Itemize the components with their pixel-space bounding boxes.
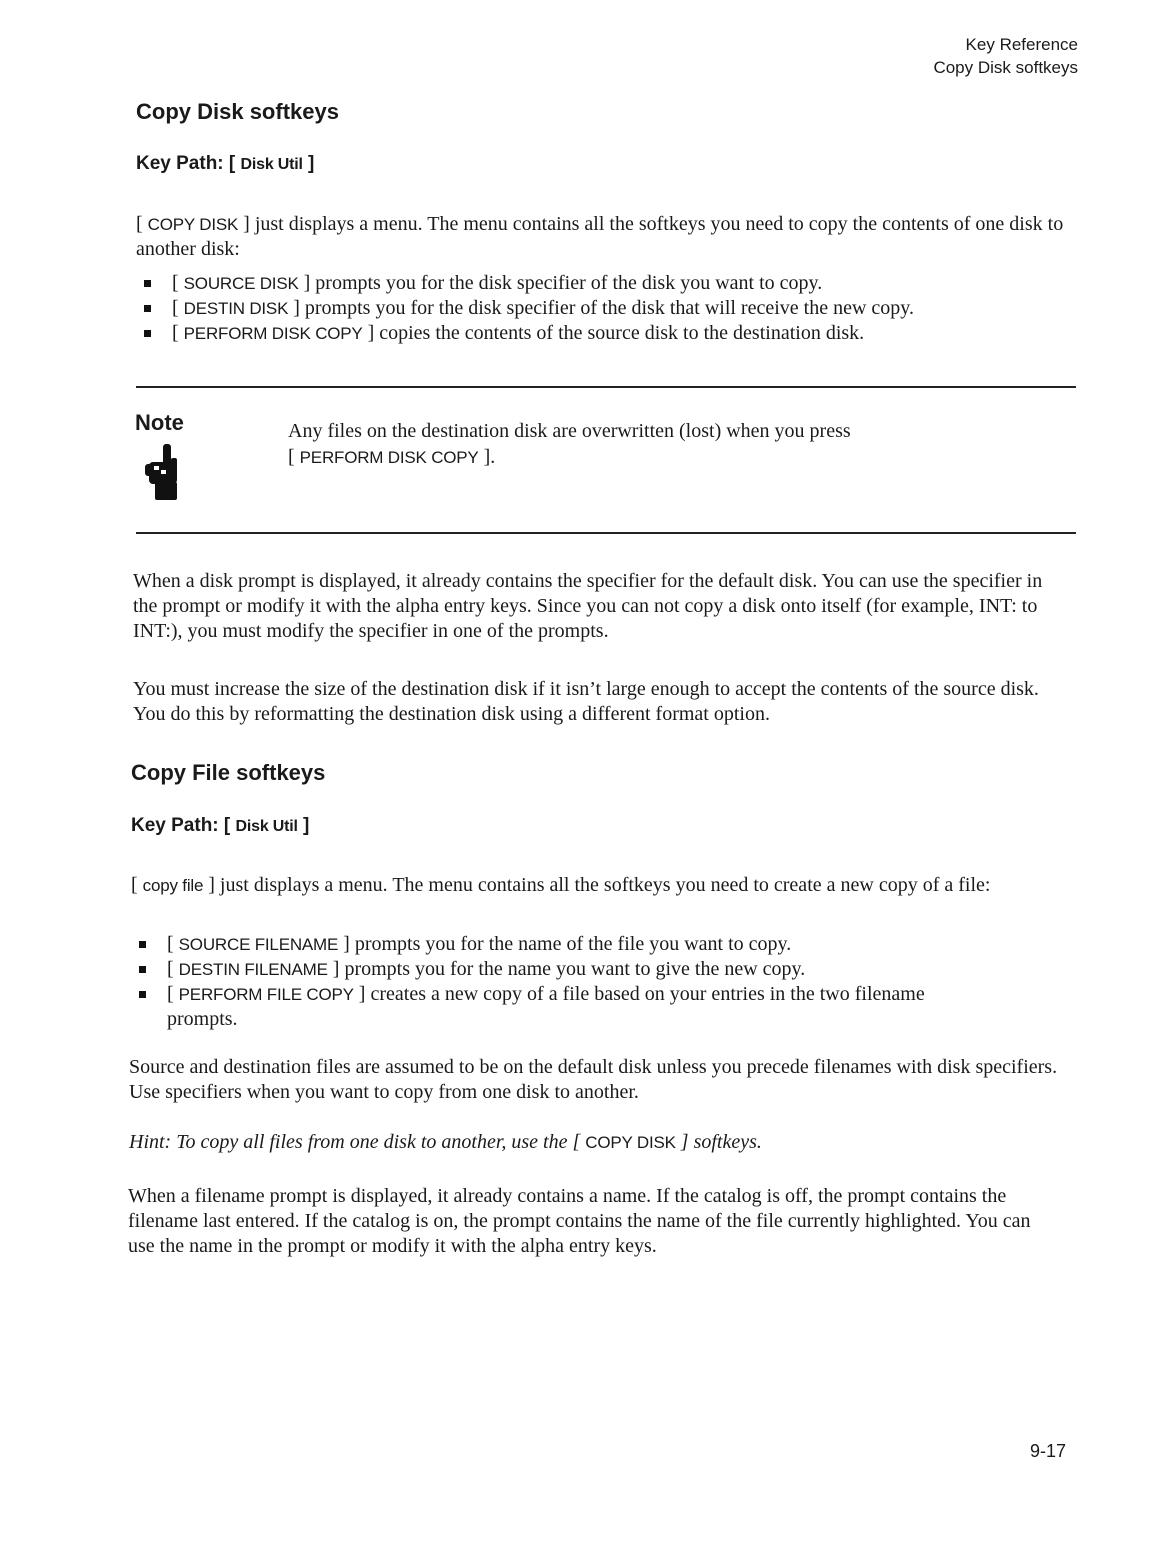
note-bottom-rule: [136, 532, 1076, 534]
list-item-text: prompts you for the name you want to give the new copy.: [344, 958, 806, 980]
softkey-perform-disk-copy: PERFORM DISK COPY: [183, 324, 363, 343]
note-label: Note: [135, 410, 184, 435]
softkey-perform-disk-copy-note: PERFORM DISK COPY: [299, 448, 479, 467]
softkey-source-disk: SOURCE DISK: [183, 274, 299, 293]
list-item: [ DESTIN DISK ] prompts you for the disk specifier of the disk that will receive the new copy.: [136, 296, 1076, 321]
list-item: [ PERFORM FILE COPY ] creates a new copy of a file based on your entries in the two filename prompts.: [131, 982, 951, 1032]
softkey-source-filename: SOURCE FILENAME: [178, 935, 339, 954]
pointing-hand-icon: [145, 444, 187, 505]
list-item-text: copies the contents of the source disk to the destination disk.: [379, 322, 865, 344]
page-number: 9-17: [1030, 1441, 1067, 1461]
softkey-disk-util: Disk Util: [240, 156, 303, 173]
list-item: [ DESTIN FILENAME ] prompts you for the name you want to give the new copy.: [131, 957, 951, 982]
softkey-perform-file-copy: PERFORM FILE COPY: [178, 985, 354, 1004]
bullet-icon: [144, 305, 151, 312]
note-text: Any files on the destination disk are overwritten (lost) when you press: [288, 420, 851, 442]
bullet-icon: [144, 330, 151, 337]
copy-disk-intro-text: just displays a menu. The menu contains all the softkeys you need to copy the contents of one disk to another disk:: [136, 213, 1064, 260]
list-item-text: prompts you for the disk specifier of the disk you want to copy.: [315, 272, 823, 294]
hint-end: softkeys.: [693, 1131, 762, 1153]
paragraph-increase-size: You must increase the size of the destination disk if it isn’t large enough to accept the contents of the source disk. You do this by reformatting the destination disk using a different format option.: [133, 678, 1039, 725]
header-line-2: Copy Disk softkeys: [933, 58, 1078, 77]
note-top-rule: [136, 386, 1076, 388]
hint-line: Hint: To copy all files from one disk to another, use the [ COPY DISK ] softkeys.: [129, 1131, 762, 1153]
copy-file-intro: [ copy file ] just displays a menu. The menu contains all the softkeys you need to create a new copy of a file:: [131, 874, 991, 896]
softkey-destin-disk: DESTIN DISK: [183, 299, 289, 318]
softkey-destin-filename: DESTIN FILENAME: [178, 960, 328, 979]
softkey-disk-util: Disk Util: [235, 818, 298, 835]
copy-file-intro-text: just displays a menu. The menu contains all the softkeys you need to create a new copy of a file:: [219, 874, 991, 896]
key-path-label: Key Path:: [131, 815, 219, 836]
bullet-icon: [139, 991, 146, 998]
list-item-text: prompts you for the disk specifier of the disk that will receive the new copy.: [304, 297, 914, 319]
list-item: [ SOURCE FILENAME ] prompts you for the name of the file you want to copy.: [131, 932, 951, 957]
list-item: [ SOURCE DISK ] prompts you for the disk specifier of the disk you want to copy.: [136, 271, 1076, 296]
bullet-icon: [144, 280, 151, 287]
bullet-icon: [139, 966, 146, 973]
key-path-label: Key Path:: [136, 153, 224, 174]
copy-disk-softkey-list: [136, 271, 1076, 346]
paragraph-source-destination: Source and destination files are assumed to be on the default disk unless you precede filenames with disk specifiers. Use specifiers when you want to copy from one disk to another.: [129, 1056, 1058, 1103]
list-item-text: creates a new copy of a file based on your entries in the two filename prompts.: [167, 983, 925, 1030]
key-path-copy-disk: Key Path: [ Disk Util ]: [136, 153, 315, 174]
key-path-copy-file: Key Path: [ Disk Util ]: [131, 815, 310, 836]
softkey-copy-file: copy file: [142, 876, 204, 895]
copy-disk-intro: [ COPY DISK ] just displays a menu. The menu contains all the softkeys you need to copy the contents of one disk to another disk:: [136, 213, 1064, 260]
note-body: Any files on the destination disk are overwritten (lost) when you press [ PERFORM DISK COPY ].: [288, 418, 1068, 471]
running-header: [933, 33, 1078, 79]
note-end: .: [490, 446, 496, 468]
list-item-text: prompts you for the name of the file you want to copy.: [354, 933, 792, 955]
section-title-copy-file: Copy File softkeys: [131, 760, 326, 785]
header-line-1: Key Reference: [965, 35, 1078, 54]
paragraph-disk-prompt: When a disk prompt is displayed, it already contains the specifier for the default disk. You can use the specifier in the prompt or modify it with the alpha entry keys. Since you can not copy a disk onto itself (for example, INT: to INT:), you must modify the specifier in one of the prompts.: [133, 570, 1043, 642]
hint-label: Hint:: [129, 1131, 172, 1153]
hint-text: To copy all files from one disk to another, use the: [176, 1131, 568, 1153]
softkey-copy-disk-hint: COPY DISK: [585, 1133, 676, 1152]
list-item: [ PERFORM DISK COPY ] copies the contents of the source disk to the destination disk.: [136, 321, 1076, 346]
bullet-icon: [139, 941, 146, 948]
softkey-copy-disk: COPY DISK: [147, 215, 239, 234]
paragraph-filename-prompt: When a filename prompt is displayed, it already contains a name. If the catalog is off, the prompt contains the filename last entered. If the catalog is on, the prompt contains the name of the file currently highlighted. You can use the name in the prompt or modify it with the alpha entry keys.: [128, 1185, 1031, 1257]
copy-file-softkey-list: [131, 932, 951, 1032]
section-title-copy-disk: Copy Disk softkeys: [136, 99, 339, 124]
